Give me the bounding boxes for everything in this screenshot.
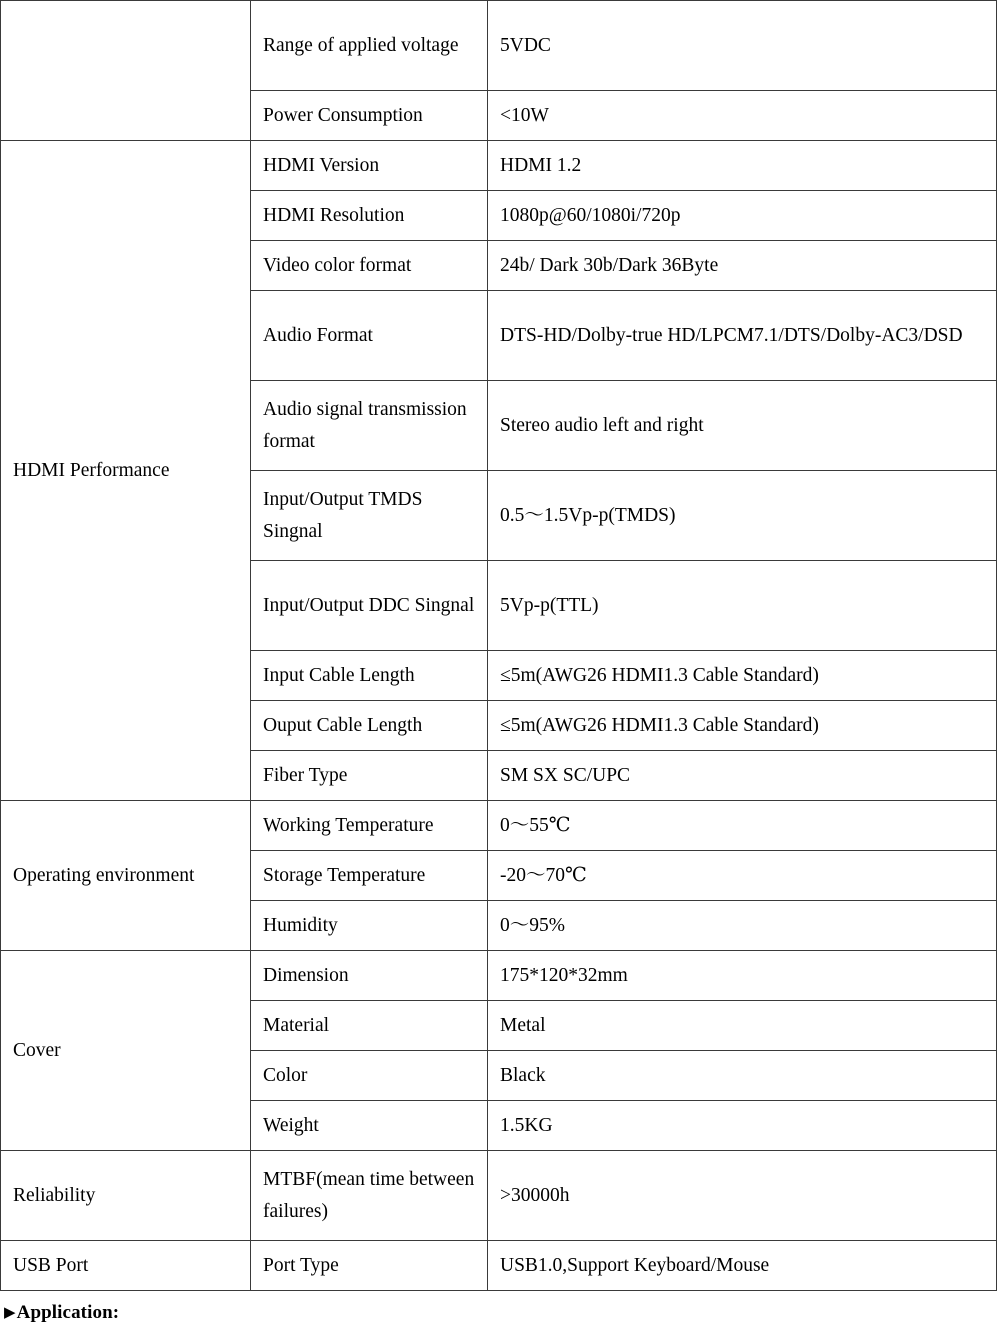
value-cell: USB1.0,Support Keyboard/Mouse (488, 1241, 997, 1291)
value-cell: ≤5m(AWG26 HDMI1.3 Cable Standard) (488, 701, 997, 751)
table-row (1, 801, 997, 851)
value-cell: Black (488, 1051, 997, 1101)
group-cell: Cover (1, 951, 251, 1151)
value-cell: Stereo audio left and right (488, 381, 997, 471)
group-cell: Reliability (1, 1151, 251, 1241)
specifications-table-body (1, 1, 997, 1291)
parameter-cell: HDMI Version (251, 141, 488, 191)
triangle-bullet-icon: ▶ (4, 1305, 16, 1321)
parameter-cell: Storage Temperature (251, 851, 488, 901)
parameter-cell: Working Temperature (251, 801, 488, 851)
parameter-cell: Power Consumption (251, 91, 488, 141)
table-row (1, 1241, 997, 1291)
value-cell: <10W (488, 91, 997, 141)
parameter-cell: Input/Output DDC Singnal (251, 561, 488, 651)
parameter-cell: Color (251, 1051, 488, 1101)
group-cell (1, 1, 251, 141)
value-cell: Metal (488, 1001, 997, 1051)
value-cell: 1.5KG (488, 1101, 997, 1151)
parameter-cell: Fiber Type (251, 751, 488, 801)
parameter-cell: Ouput Cable Length (251, 701, 488, 751)
value-cell: 5VDC (488, 1, 997, 91)
value-cell: DTS-HD/Dolby-true HD/LPCM7.1/DTS/Dolby-AC3/DSD (488, 291, 997, 381)
value-cell: ≤5m(AWG26 HDMI1.3 Cable Standard) (488, 651, 997, 701)
parameter-cell: Audio signal transmission format (251, 381, 488, 471)
parameter-cell: HDMI Resolution (251, 191, 488, 241)
application-heading (0, 1291, 1000, 1326)
application-heading-label: Application: (16, 1302, 120, 1323)
parameter-cell: Range of applied voltage (251, 1, 488, 91)
parameter-cell: Material (251, 1001, 488, 1051)
parameter-cell: Audio Format (251, 291, 488, 381)
value-cell: 24b/ Dark 30b/Dark 36Byte (488, 241, 997, 291)
parameter-cell: MTBF(mean time between failures) (251, 1151, 488, 1241)
parameter-cell: Port Type (251, 1241, 488, 1291)
table-row (1, 951, 997, 1001)
table-row (1, 141, 997, 191)
value-cell: 0.5～1.5Vp-p(TMDS) (488, 471, 997, 561)
value-cell: SM SX SC/UPC (488, 751, 997, 801)
group-cell: HDMI Performance (1, 141, 251, 801)
group-cell: Operating environment (1, 801, 251, 951)
parameter-cell: Weight (251, 1101, 488, 1151)
table-row (1, 1151, 997, 1241)
parameter-cell: Dimension (251, 951, 488, 1001)
parameter-cell: Input/Output TMDS Singnal (251, 471, 488, 561)
parameter-cell: Input Cable Length (251, 651, 488, 701)
group-cell: USB Port (1, 1241, 251, 1291)
value-cell: -20～70℃ (488, 851, 997, 901)
parameter-cell: Video color format (251, 241, 488, 291)
value-cell: 1080p@60/1080i/720p (488, 191, 997, 241)
value-cell: 5Vp-p(TTL) (488, 561, 997, 651)
value-cell: 0～95% (488, 901, 997, 951)
value-cell: 175*120*32mm (488, 951, 997, 1001)
value-cell: HDMI 1.2 (488, 141, 997, 191)
value-cell: >30000h (488, 1151, 997, 1241)
parameter-cell: Humidity (251, 901, 488, 951)
value-cell: 0～55℃ (488, 801, 997, 851)
table-row (1, 1, 997, 91)
